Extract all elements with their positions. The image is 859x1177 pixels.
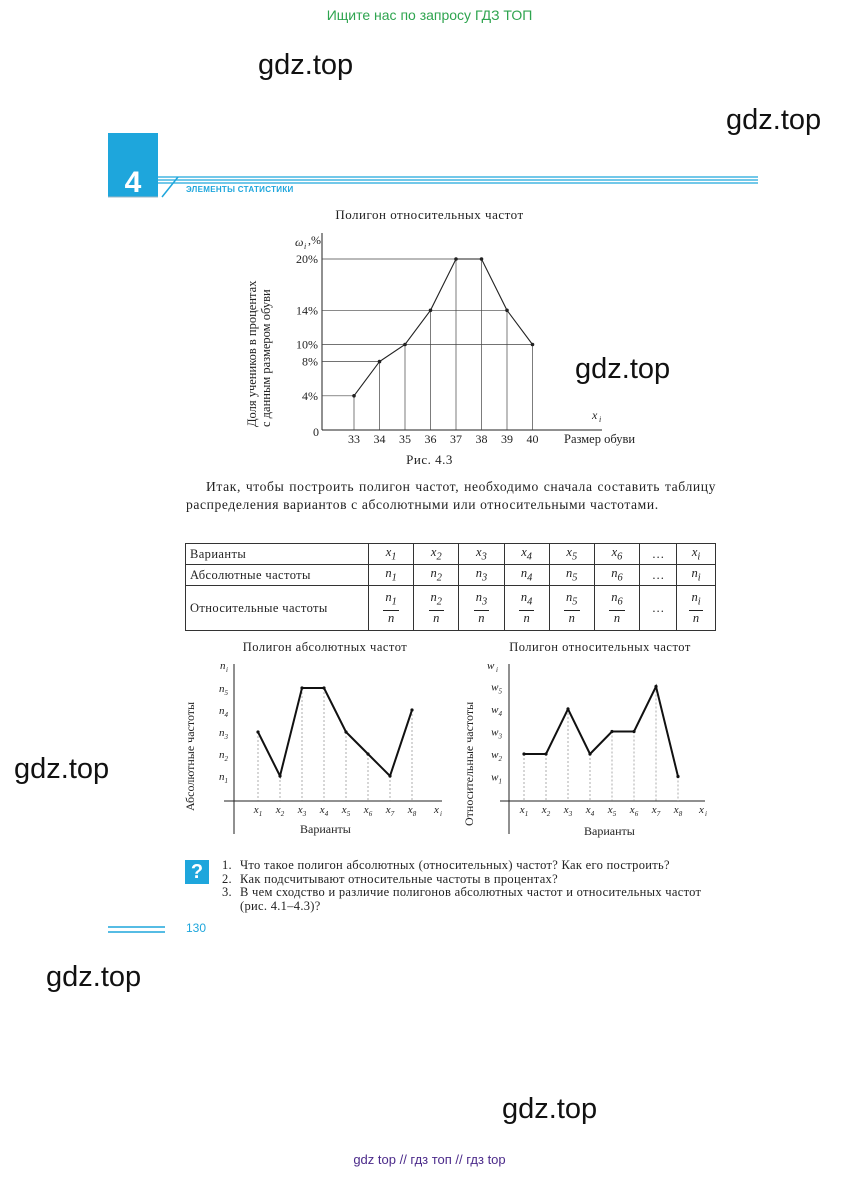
y-tick-label: $n_2$ (219, 749, 228, 763)
table-row (186, 544, 716, 565)
data-point (480, 257, 484, 261)
data-point (352, 394, 356, 398)
data-point (344, 730, 347, 733)
row-header: Относительные частоты (186, 586, 369, 631)
x-axis-label: Варианты (584, 824, 635, 838)
y-tick-label: 14% (296, 303, 318, 318)
questions-list (222, 859, 717, 913)
x-tick-label: $x_4$ (319, 804, 329, 818)
relative-polygon-chart (460, 656, 730, 841)
data-point (676, 775, 679, 778)
y-axis-label: Абсолютные частоты (183, 701, 197, 811)
y-axis-subscript: i (304, 242, 307, 251)
origin-label: 0 (313, 425, 319, 439)
data-point (544, 752, 547, 755)
x-tick-label: $x_6$ (363, 804, 373, 818)
table-cell: $x_3$ (459, 544, 504, 565)
data-point (522, 752, 525, 755)
chapter-number: 4 (124, 166, 142, 199)
table-cell: $\frac{n_5}{n}$ (549, 586, 594, 631)
paragraph-text: Итак, чтобы построить полигон частот, необходимо сначала составить таблицу распределения вариантов с абсолютными или относительными частотами. (186, 479, 716, 512)
y-axis-symbol: n (220, 660, 226, 672)
y-tick-label: $n_5$ (219, 683, 228, 697)
x-axis-label: Размер обуви (564, 432, 636, 446)
table-cell: $\frac{n_2}{n}$ (414, 586, 459, 631)
y-axis-label: Относительные частоты (462, 701, 476, 826)
table-cell: $n_1$ (369, 565, 414, 586)
x-axis-subscript: i (599, 415, 602, 424)
x-axis-subscript: i (440, 810, 442, 818)
series-line (354, 259, 533, 396)
watermark: gdz.top (14, 753, 110, 785)
data-point (256, 730, 259, 733)
row-header: Варианты (186, 544, 369, 565)
data-point (454, 257, 458, 261)
table-cell: $\frac{n_i}{n}$ (677, 586, 716, 631)
table-cell: $x_2$ (414, 544, 459, 565)
y-tick-label: 10% (296, 337, 318, 352)
watermark: gdz.top (726, 104, 822, 136)
data-point (300, 686, 303, 689)
y-tick-label: $w_5$ (491, 681, 502, 696)
y-tick-label: $w_1$ (491, 771, 502, 786)
watermark: gdz.top (46, 961, 142, 993)
x-tick-label: $x_8$ (407, 804, 417, 818)
y-axis-symbol: w (487, 660, 495, 672)
paragraph (186, 478, 716, 514)
x-tick-label: 34 (373, 432, 386, 446)
table-row (186, 565, 716, 586)
data-point (566, 707, 569, 710)
x-tick-label: $x_3$ (563, 804, 573, 818)
y-axis-label-line1: Доля учеников в процентах (245, 280, 259, 427)
data-point (588, 752, 591, 755)
x-tick-label: $x_5$ (607, 804, 617, 818)
table-cell: $n_i$ (677, 565, 716, 586)
watermark: gdz.top (575, 353, 671, 385)
table-cell: $x_5$ (549, 544, 594, 565)
x-tick-label: $x_3$ (297, 804, 307, 818)
chapter-title: ЭЛЕМЕНТЫ СТАТИСТИКИ (186, 185, 294, 194)
absolute-frequency-chart (180, 656, 465, 841)
data-point (388, 774, 391, 777)
x-tick-label: 35 (399, 432, 411, 446)
list-item: 1. Что такое полигон абсолютных (относительных) частот? Как его построить? (222, 858, 670, 872)
y-tick-label: $n_1$ (219, 771, 228, 785)
y-tick-label: $n_3$ (219, 727, 228, 741)
data-point (632, 730, 635, 733)
top-banner[interactable]: Ищите нас по запросу ГДЗ ТОП (326, 7, 533, 23)
x-tick-label: $x_5$ (341, 804, 351, 818)
x-tick-label: $x_2$ (541, 804, 551, 818)
x-tick-label: 40 (526, 432, 539, 446)
table-cell: $n_6$ (594, 565, 639, 586)
table-cell: $\frac{n_4}{n}$ (504, 586, 549, 631)
x-tick-label: $x_1$ (253, 804, 263, 818)
data-point (378, 360, 382, 364)
series-line (258, 688, 412, 776)
table-cell: $\frac{n_3}{n}$ (459, 586, 504, 631)
y-axis-label-line2: с данным размером обуви (259, 289, 273, 427)
table-cell: $n_5$ (549, 565, 594, 586)
x-tick-label: 38 (475, 432, 488, 446)
table-cell: $n_4$ (504, 565, 549, 586)
table-cell: $x_1$ (369, 544, 414, 565)
x-tick-label: $x_6$ (629, 804, 639, 818)
y-tick-label: 4% (302, 388, 318, 403)
table-cell: $x_6$ (594, 544, 639, 565)
table-cell: $n_2$ (414, 565, 459, 586)
table-cell: $x_4$ (504, 544, 549, 565)
table-cell: $n_3$ (459, 565, 504, 586)
x-tick-label: $x_4$ (585, 804, 595, 818)
table-cell: $\frac{n_6}{n}$ (594, 586, 639, 631)
y-axis-subscript: i (226, 666, 228, 674)
bottom-links[interactable]: gdz top // гдз топ // гдз top (353, 1152, 506, 1167)
y-tick-label: $w_3$ (491, 726, 502, 741)
data-point (322, 686, 325, 689)
data-point (366, 752, 369, 755)
figure-title: Полигон относительных частот (335, 207, 524, 222)
y-tick-label: $n_4$ (219, 705, 228, 719)
data-point (531, 343, 535, 347)
x-tick-label: $x_8$ (673, 804, 683, 818)
series-line (524, 687, 678, 777)
rel-figure-title: Полигон относительных частот (509, 640, 691, 654)
data-point (403, 343, 407, 347)
x-axis-symbol: x (592, 408, 598, 422)
row-header: Абсолютные частоты (186, 565, 369, 586)
table-cell: $\frac{n_1}{n}$ (369, 586, 414, 631)
x-tick-label: $x_7$ (385, 804, 395, 818)
table-cell: … (640, 544, 677, 565)
list-item: 2. Как подсчитывают относительные частоты в процентах? (222, 871, 558, 886)
x-axis-symbol: x (699, 804, 704, 816)
relative-frequency-chart (240, 225, 670, 450)
data-point (429, 309, 433, 313)
figure-caption: Рис. 4.3 (406, 452, 453, 467)
table-cell: … (640, 565, 677, 586)
x-axis-symbol: x (434, 804, 439, 816)
x-tick-label: $x_2$ (275, 804, 285, 818)
y-tick-label: 20% (296, 252, 318, 266)
data-point (410, 708, 413, 711)
x-tick-label: 33 (348, 432, 360, 446)
table-cell: $x_i$ (677, 544, 716, 565)
data-point (654, 685, 657, 688)
table-cell: … (640, 586, 677, 631)
data-point (278, 774, 281, 777)
y-axis-subscript: i (496, 666, 498, 674)
x-axis-label: Варианты (300, 822, 351, 836)
x-tick-label: 39 (501, 432, 513, 446)
x-axis-subscript: i (705, 810, 707, 818)
x-tick-label: $x_1$ (519, 804, 529, 818)
y-tick-label: $w_2$ (491, 749, 502, 763)
page-number: 130 (186, 921, 207, 935)
y-tick-label: $w_4$ (491, 704, 502, 718)
distribution-table (185, 543, 716, 631)
data-point (505, 309, 509, 313)
x-tick-label: $x_7$ (651, 804, 661, 818)
y-axis-unit: ,% (308, 233, 321, 247)
data-point (610, 730, 613, 733)
watermark: gdz.top (258, 49, 354, 81)
y-tick-label: 8% (302, 354, 318, 369)
table-row (186, 586, 716, 631)
page-rule (108, 924, 168, 936)
x-tick-label: 36 (424, 432, 437, 446)
list-item: 3. В чем сходство и различие полигонов абсолютных частот и относительных частот (рис. 4.1–4.3)? (222, 885, 702, 913)
question-icon: ? (185, 860, 209, 884)
abs-figure-title: Полигон абсолютных частот (242, 640, 408, 654)
y-axis-symbol: ω (295, 235, 304, 249)
watermark: gdz.top (502, 1093, 598, 1125)
x-tick-label: 37 (450, 432, 462, 446)
